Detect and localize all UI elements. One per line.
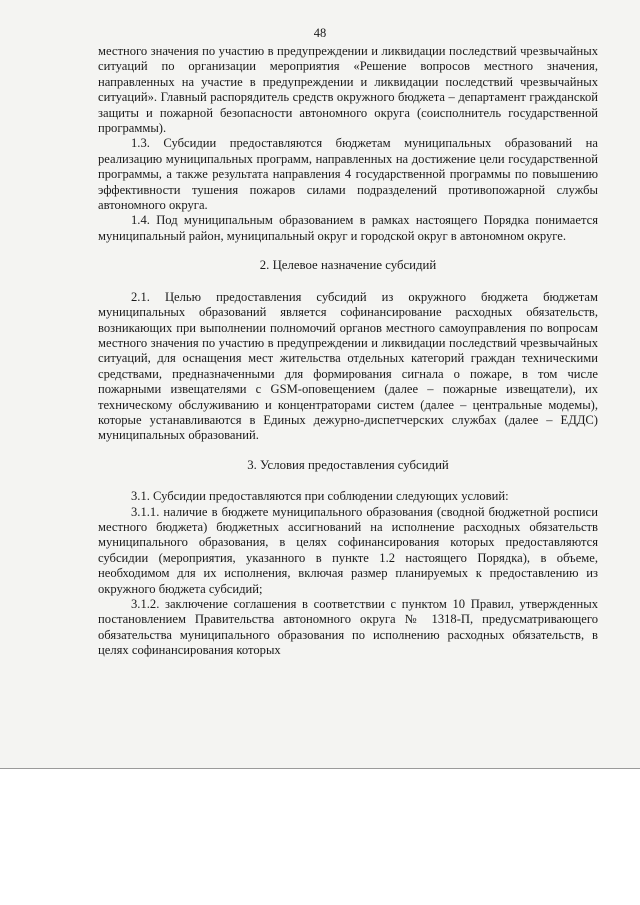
paragraph-1-2-continuation: местного значения по участию в предупреждении и ликвидации последствий чрезвычайных ситуаций по организации мероприятия «Решение вопросов местного значения, направленных на участие в предупреждении и ликвидации последствий чрезвычайных ситуаций». Главный распорядитель средств окружного бюджета – департамент гражданской защиты и пожарной безопасности автономного округа (соисполнитель государственной программы).	[98, 44, 598, 136]
paragraph-2-1: 2.1. Целью предоставления субсидий из окружного бюджета бюджетам муниципальных образований является софинансирование расходных обязательств, возникающих при выполнении полномочий органов местного самоуправления по вопросам местного значения по участию в предупреждении и ликвидации последствий чрезвычайных ситуаций, для оснащения мест жительства отдельных категорий граждан техническими средствами, предназначенными для формирования сигнала о пожаре, в том числе пожарными извещателями с GSM-оповещением (далее – пожарные извещатели), их техническому обслуживанию и концентраторами систем (далее – центральные модемы), которые устанавливаются в Единых дежурно-диспетчерских службах (далее – ЕДДС) муниципальных образований.	[98, 289, 598, 443]
paragraph-1-3: 1.3. Субсидии предоставляются бюджетам муниципальных образований на реализацию муниципальных программ, направленных на достижение цели государственной программы, а также результата направления 4 государственной программы по повышению эффективности тушения пожаров силами подразделений противопожарной службы автономного округа.	[98, 136, 598, 213]
document-body	[98, 44, 598, 659]
paragraph-3-1: 3.1. Субсидии предоставляются при соблюдении следующих условий:	[131, 489, 509, 504]
paragraph-3-1-1: 3.1.1. наличие в бюджете муниципального образования (сводной бюджетной росписи местного бюджета) бюджетных ассигнований на исполнение расходных обязательств муниципального образования, в целях софинансирования которых предоставляются субсидии (мероприятия, указанного в пункте 1.2 настоящего Порядка), в объеме, необходимом для их исполнения, включая размер планируемых к предоставлению из окружного бюджета субсидий;	[98, 504, 598, 596]
paragraph-1-4: 1.4. Под муниципальным образованием в рамках настоящего Порядка понимается муниципальный район, муниципальный округ и городской округ в автономном округе.	[98, 213, 598, 243]
section-2-heading: 2. Целевое назначение субсидий	[259, 258, 437, 273]
section-3-heading: 3. Условия предоставления субсидий	[247, 457, 449, 472]
page-number: 48	[313, 26, 327, 40]
paragraph-3-1-2: 3.1.2. заключение соглашения в соответствии с пунктом 10 Правил, утвержденных постановлением Правительства автономного округа № 1318-П, предусматривающего обязательства муниципального образования по исполнению расходных обязательств, в целях софинансирования которых	[98, 597, 598, 658]
